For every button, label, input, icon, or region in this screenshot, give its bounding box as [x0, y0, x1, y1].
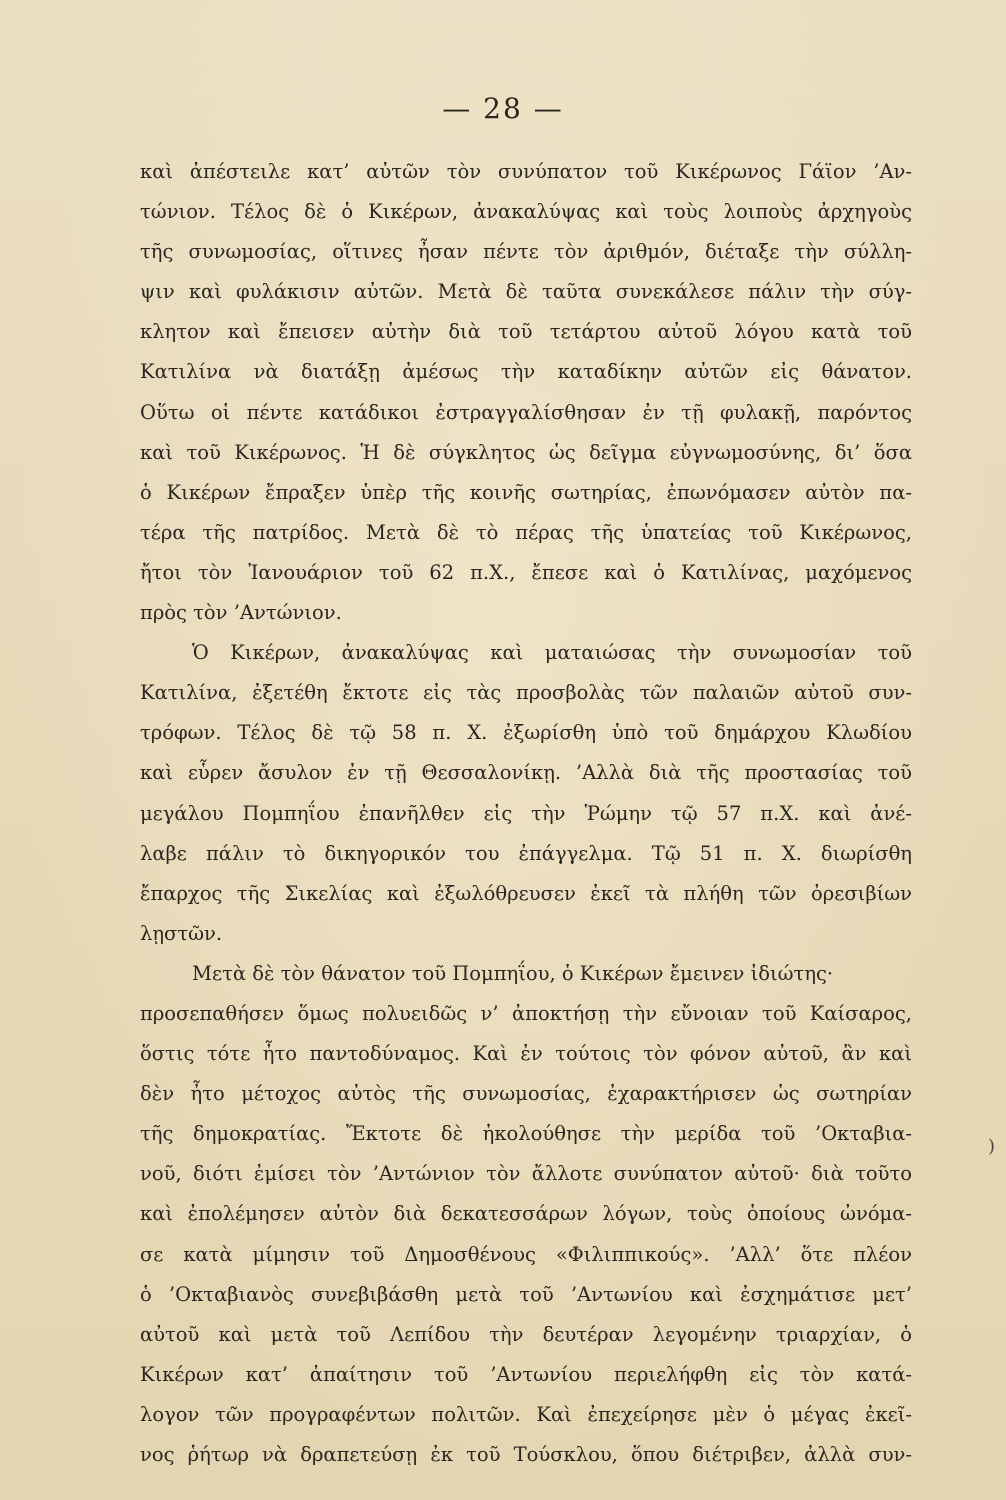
text-line: ὁ ’Οκταβιανὸς συνεβιβάσθη μετὰ τοῦ ’Αντωνίου καὶ ἐσχημάτισε μετ’ — [140, 1282, 912, 1306]
text-line: λαβε πάλιν τὸ δικηγορικόν του ἐπάγγελμα. Τῷ 51 π. Χ. διωρίσθη — [140, 841, 912, 865]
text-line: ὅστις τότε ἦτο παντοδύναμος. Καὶ ἐν τούτοις τὸν φόνον αὐτοῦ, ἂν καὶ — [140, 1042, 912, 1066]
text-line: καὶ τοῦ Κικέρωνος. Ἡ δὲ σύγκλητος ὡς δεῖγμα εὐγνωμοσύνης, δι’ ὅσα — [140, 440, 912, 464]
text-line: ὁ Κικέρων ἔπραξεν ὑπὲρ τῆς κοινῆς σωτηρίας, ἐπωνόμασεν αὐτὸν πα- — [140, 480, 912, 504]
paragraph-start-line: Ὁ Κικέρων, ἀνακαλύψας καὶ ματαιώσας τὴν συνωμοσίαν τοῦ — [192, 641, 912, 665]
text-line: μεγάλου Πομπηΐου ἐπανῆλθεν εἰς τὴν Ῥώμην τῷ 57 π.Χ. καὶ ἀνέ- — [140, 801, 912, 825]
text-line: ψιν καὶ φυλάκισιν αὐτῶν. Μετὰ δὲ ταῦτα συνεκάλεσε πάλιν τὴν σύγ- — [140, 280, 912, 304]
text-line: τρόφων. Τέλος δὲ τῷ 58 π. Χ. ἐξωρίσθη ὑπὸ τοῦ δημάρχου Κλωδίου — [140, 721, 912, 745]
text-line: Κατιλίνα νὰ διατάξῃ ἀμέσως τὴν καταδίκην αὐτῶν εἰς θάνατον. — [140, 360, 912, 384]
paragraph-end-line: πρὸς τὸν ’Αντώνιον. — [140, 601, 342, 625]
text-line: νος ῥήτωρ νὰ δραπετεύσῃ ἐκ τοῦ Τούσκλου, ὅπου διέτριβεν, ἀλλὰ συν- — [140, 1443, 912, 1466]
paragraph-start-line: Μετὰ δὲ τὸν θάνατον τοῦ Πομπηΐου, ὁ Κικέρων ἔμεινεν ἰδιώτης· — [192, 961, 834, 985]
text-line: λογον τῶν προγραφέντων πολιτῶν. Καὶ ἐπεχείρησε μὲν ὁ μέγας ἐκεῖ- — [140, 1402, 912, 1426]
text-line: ἤτοι τὸν Ἰανουάριον τοῦ 62 π.Χ., ἔπεσε καὶ ὁ Κατιλίνας, μαχόμενος — [140, 560, 912, 584]
text-line: Οὕτω οἱ πέντε κατάδικοι ἐστραγγαλίσθησαν ἐν τῇ φυλακῇ, παρόντος — [140, 400, 912, 424]
text-line: αὐτοῦ καὶ μετὰ τοῦ Λεπίδου τὴν δευτέραν λεγομένην τριαρχίαν, ὁ — [140, 1322, 912, 1346]
text-line: Κικέρων κατ’ ἀπαίτησιν τοῦ ’Αντωνίου περιελήφθη εἰς τὸν κατά- — [140, 1362, 912, 1386]
body-text — [140, 152, 912, 1475]
text-line: κλητον καὶ ἔπεισεν αὐτὴν διὰ τοῦ τετάρτου αὐτοῦ λόγου κατὰ τοῦ — [140, 320, 912, 344]
text-line: δὲν ἦτο μέτοχος αὐτὸς τῆς συνωμοσίας, ἐχαρακτήρισεν ὡς σωτηρίαν — [140, 1082, 912, 1106]
text-line: προσεπαθήσεν ὅμως πολυειδῶς ν’ ἀποκτήσῃ τὴν εὔνοιαν τοῦ Καίσαρος, — [140, 1001, 912, 1025]
text-line: ἔπαρχος τῆς Σικελίας καὶ ἐξωλόθρευσεν ἐκεῖ τὰ πλήθη τῶν ὀρεσιβίων — [140, 881, 912, 905]
text-line: καὶ εὗρεν ἄσυλον ἐν τῇ Θεσσαλονίκῃ. ’Αλλὰ διὰ τῆς προστασίας τοῦ — [140, 761, 912, 785]
text-line: τέρα τῆς πατρίδος. Μετὰ δὲ τὸ πέρας τῆς ὑπατείας τοῦ Κικέρωνος, — [140, 520, 912, 544]
text-line: Κατιλίνα, ἐξετέθη ἔκτοτε εἰς τὰς προσβολὰς τῶν παλαιῶν αὐτοῦ συν- — [140, 681, 912, 705]
text-line: σε κατὰ μίμησιν τοῦ Δημοσθένους «Φιλιππικούς». ’Αλλ’ ὅτε πλέον — [140, 1242, 912, 1266]
text-line: νοῦ, διότι ἐμίσει τὸν ’Αντώνιον τὸν ἄλλοτε συνύπατον αὐτοῦ· διὰ τοῦτο — [140, 1162, 912, 1186]
text-line: τώνιον. Τέλος δὲ ὁ Κικέρων, ἀνακαλύψας καὶ τοὺς λοιποὺς ἀρχηγοὺς — [140, 200, 912, 224]
text-line: καὶ ἀπέστειλε κατ’ αὐτῶν τὸν συνύπατον τοῦ Κικέρωνος Γάϊον ’Αν- — [140, 160, 912, 183]
text-line: τῆς δημοκρατίας. Ἔκτοτε δὲ ἠκολούθησε τὴν μερίδα τοῦ ’Οκταβια- — [140, 1122, 912, 1146]
text-line: τῆς συνωμοσίας, οἵτινες ἦσαν πέντε τὸν ἀριθμόν, διέταξε τὴν σύλλη- — [140, 240, 912, 264]
page-number: — 28 — — [442, 92, 564, 125]
text-line: καὶ ἐπολέμησεν αὐτὸν διὰ δεκατεσσάρων λόγων, τοὺς ὁποίους ὠνόμα- — [140, 1202, 912, 1226]
margin-mark: ) — [988, 1136, 996, 1157]
paragraph-end-line: λῃστῶν. — [140, 921, 223, 945]
